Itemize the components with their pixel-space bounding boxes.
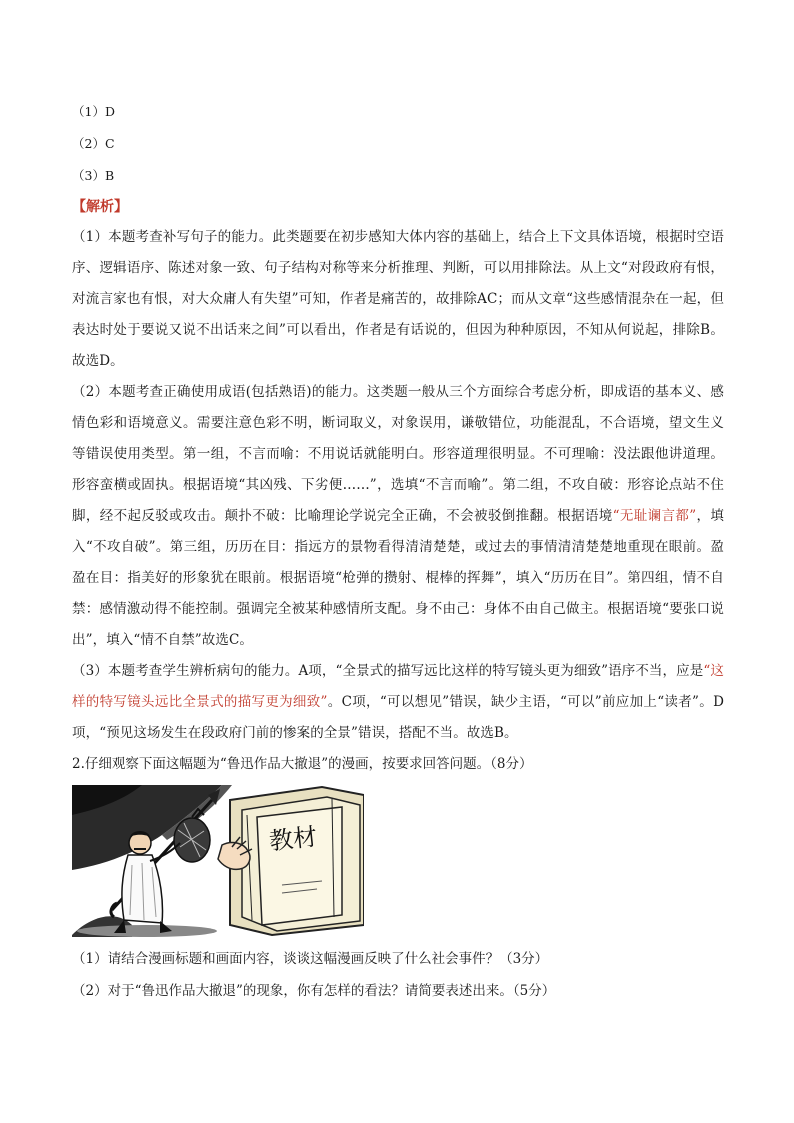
answer-3: （3）B bbox=[72, 168, 115, 183]
paragraph-2-text-c: ，填入“不攻自破”。第三组，历历在目：指远方的景物看得清清楚楚，或过去的事情清清楚楚地重现在眼前。盈盈在目：指美好的形象犹在眼前。根据语境“枪弹的攒射、棍棒的挥舞”，填入“历历在目”。第四组，情不自禁：感情激动得不能控制。强调完全被某种感情所支配。身不由己：身体不由自己做主。根据语境“要张口说出”，填入“情不自禁”故选C。 bbox=[72, 508, 724, 648]
comic-illustration bbox=[72, 785, 364, 937]
sub-question-1: （1）请结合漫画标题和画面内容，谈谈这幅漫画反映了什么社会事件？（3分） bbox=[72, 951, 549, 967]
analysis-paragraph-3 bbox=[72, 656, 724, 749]
document-page bbox=[72, 96, 724, 1007]
paragraph-3-text-c: 。C项，“可以想见”错误，缺少主语，“可以”前应加上“读者”。D项，“预见这场发生在段政府门前的惨案的全景”错误，搭配不当。故选B。 bbox=[72, 694, 724, 741]
paragraph-3-red-quote: “这样的特写镜头远比全景式的描写更为细致” bbox=[72, 663, 724, 710]
textbook-title: 教材 bbox=[267, 822, 319, 856]
sub-question-2: （2）对于“鲁迅作品大撤退”的现象，你有怎样的看法？请简要表述出来。（5分） bbox=[72, 983, 556, 999]
analysis-paragraph-1: （1）本题考查补写句子的能力。此类题要在初步感知大体内容的基础上，结合上下文具体语境，根据时空语序、逻辑语序、陈述对象一致、句子结构对称等来分析推理、判断，可以用排除法。从上文“对段政府有恨，对流言家也有恨，对大众庸人有失望”可知，作者是痛苦的，故排除AC；而从文章“这些感情混杂在一起，但表达时处于要说又说不出话来之间”可以看出，作者是有话说的，但因为种种原因，不知从何说起，排除B。故选D。 bbox=[72, 229, 724, 369]
paragraph-2-text-a: （2）本题考查正确使用成语(包括熟语)的能力。这类题一般从三个方面综合考虑分析，即成语的基本义、感情色彩和语境意义。需要注意色彩不明，断词取义，对象误用，谦敬错位，功能混乱，不合语境，望文生义等错误使用类型。第一组，不言而喻：不用说话就能明白。形容道理很明显。不可理喻：没法跟他讲道理。形容蛮横或固执。根据语境“其凶残、下劣便……”，选填“不言而喻”。第二组，不攻自破：形容论点站不住脚，经不起反驳或攻击。颠扑不破：比喻理论学说完全正确，不会被驳倒推翻。根据语境 bbox=[72, 384, 724, 524]
answer-1: （1）D bbox=[72, 104, 115, 119]
answer-2: （2）C bbox=[72, 136, 115, 151]
analysis-heading: 【解析】 bbox=[72, 199, 128, 215]
question-2: 2.仔细观察下面这幅题为“鲁迅作品大撤退”的漫画，按要求回答问题。（8分） bbox=[72, 756, 533, 772]
paragraph-2-red-quote: “无耻谰言都” bbox=[612, 508, 697, 524]
analysis-paragraph-2 bbox=[72, 377, 724, 656]
paragraph-3-text-a: （3）本题考查学生辨析病句的能力。A项，“全景式的描写远比这样的特写镜头更为细致”语序不当，应是 bbox=[72, 663, 704, 679]
